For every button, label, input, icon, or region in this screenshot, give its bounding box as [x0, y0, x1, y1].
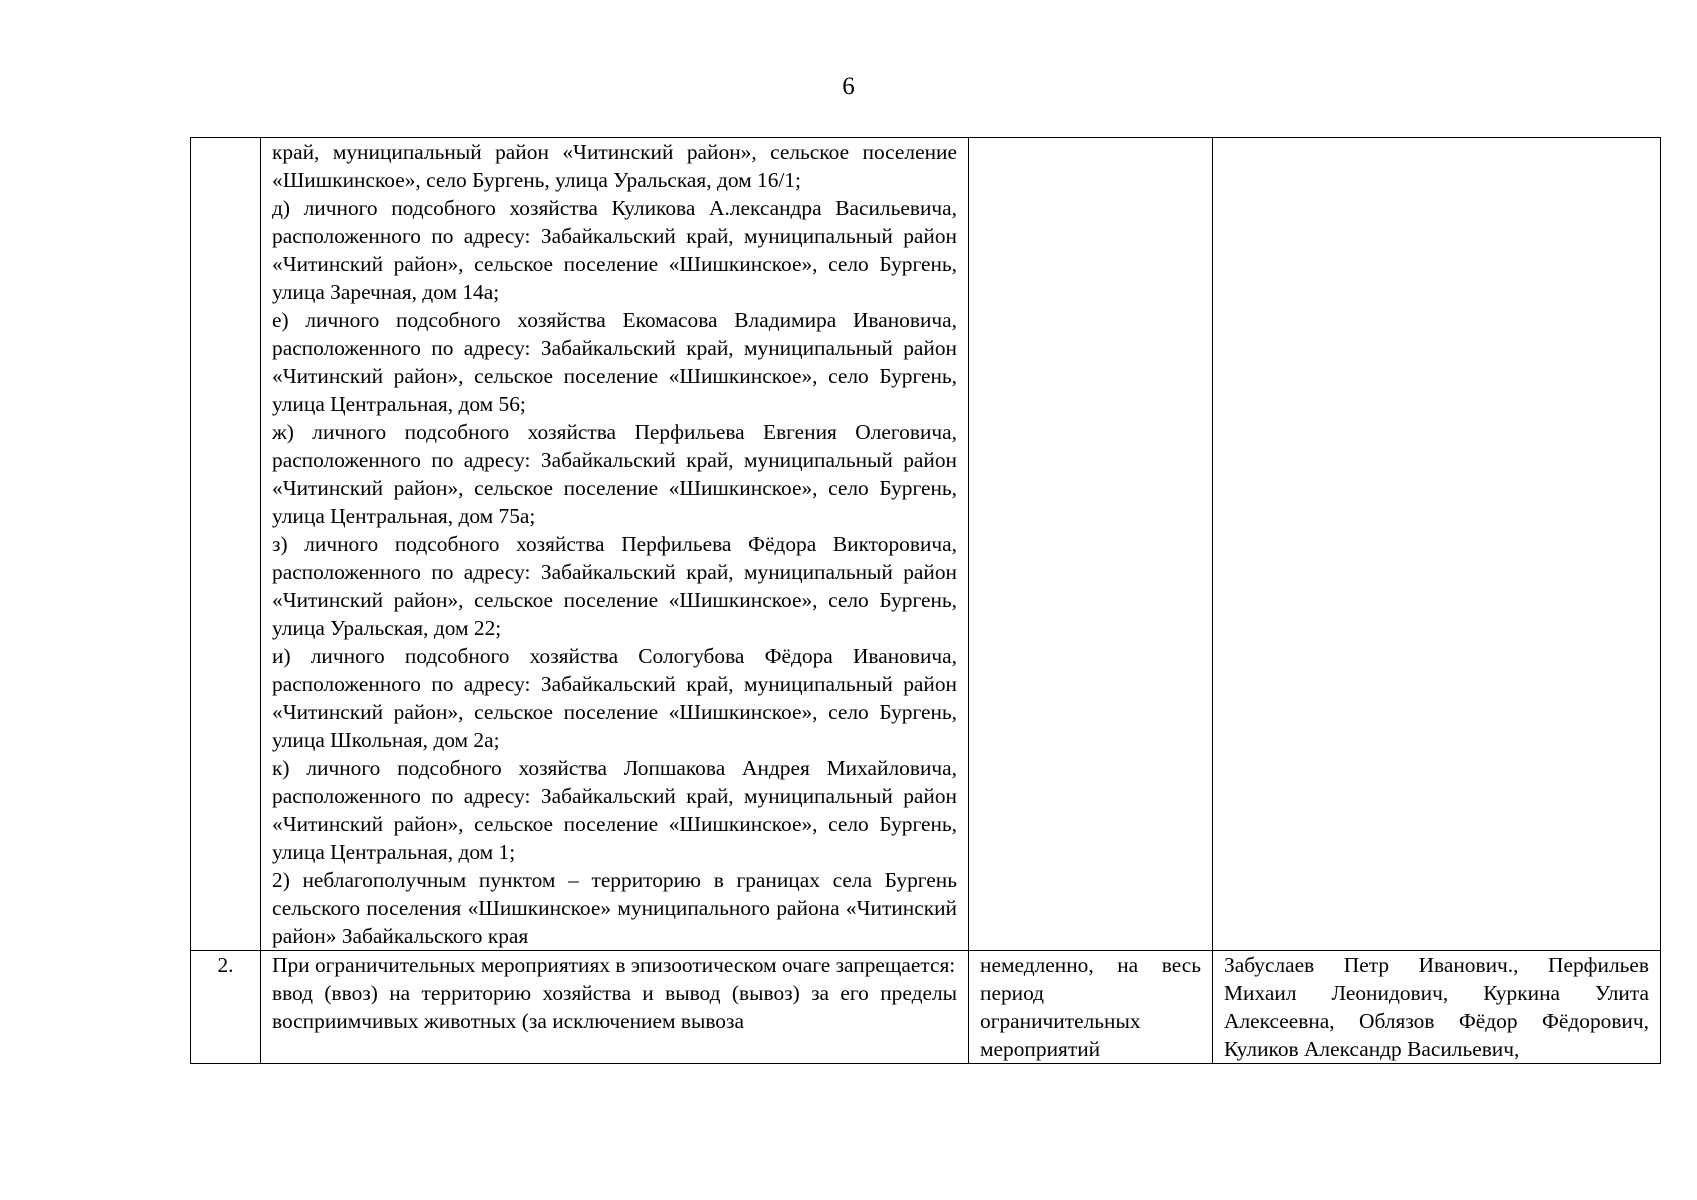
measure-paragraph: При ограничительных мероприятиях в эпизоотическом очаге запрещается:: [272, 953, 956, 977]
measure-paragraph: к) личного подсобного хозяйства Лопшакова Андрея Михайловича, расположенного по адресу: Забайкальский край, муниципальный район «Читинский район», сельское поселение «Шишкинское», село Бургень, улица Центральная, дом 1;: [272, 756, 957, 864]
table-row: [191, 951, 1661, 1064]
measures-table: [190, 137, 1661, 1064]
measure-cell: [261, 951, 969, 1064]
measure-paragraph: край, муниципальный район «Читинский район», сельское поселение «Шишкинское», село Бургень, улица Уральская, дом 16/1;: [272, 140, 957, 192]
measure-paragraph: ввод (ввоз) на территорию хозяйства и вывод (вывоз) за его пределы восприимчивых животных (за исключением вывоза: [272, 981, 957, 1033]
row-number-cell: [191, 138, 261, 951]
measure-paragraph: 2) неблагополучным пунктом – территорию в границах села Бургень сельского поселения «Шишкинское» муниципального района «Читинский район» Забайкальского края: [272, 868, 957, 948]
table-row: [191, 138, 1661, 951]
measure-paragraph: з) личного подсобного хозяйства Перфильева Фёдора Викторовича, расположенного по адресу: Забайкальский край, муниципальный район «Читинский район», сельское поселение «Шишкинское», село Бургень, улица Уральская, дом 22;: [272, 532, 957, 640]
page-number: 6: [842, 73, 855, 100]
responsible-cell: Забуслаев Петр Иванович., Перфильев Михаил Леонидович, Куркина Улита Алексеевна, Облязов Фёдор Фёдорович, Куликов Александр Васильевич,: [1213, 951, 1661, 1064]
responsible-cell: [1213, 138, 1661, 951]
measure-cell: [261, 138, 969, 951]
term-cell: [969, 138, 1213, 951]
measure-paragraph: и) личного подсобного хозяйства Сологубова Фёдора Ивановича, расположенного по адресу: Забайкальский край, муниципальный район «Читинский район», сельское поселение «Шишкинское», село Бургень, улица Школьная, дом 2а;: [272, 644, 957, 752]
row-number-cell: 2.: [191, 951, 261, 1064]
measure-paragraph: д) личного подсобного хозяйства Куликова А.лександра Васильевича, расположенного по адресу: Забайкальский край, муниципальный район «Читинский район», сельское поселение «Шишкинское», село Бургень, улица Заречная, дом 14а;: [272, 196, 957, 304]
measure-paragraph: ж) личного подсобного хозяйства Перфильева Евгения Олеговича, расположенного по адресу: Забайкальский край, муниципальный район «Читинский район», сельское поселение «Шишкинское», село Бургень, улица Центральная, дом 75а;: [272, 420, 957, 528]
measure-paragraph: е) личного подсобного хозяйства Екомасова Владимира Ивановича, расположенного по адресу: Забайкальский край, муниципальный район «Читинский район», сельское поселение «Шишкинское», село Бургень, улица Центральная, дом 56;: [272, 308, 957, 416]
term-cell: немедленно, на весь период ограничительных мероприятий: [969, 951, 1213, 1064]
